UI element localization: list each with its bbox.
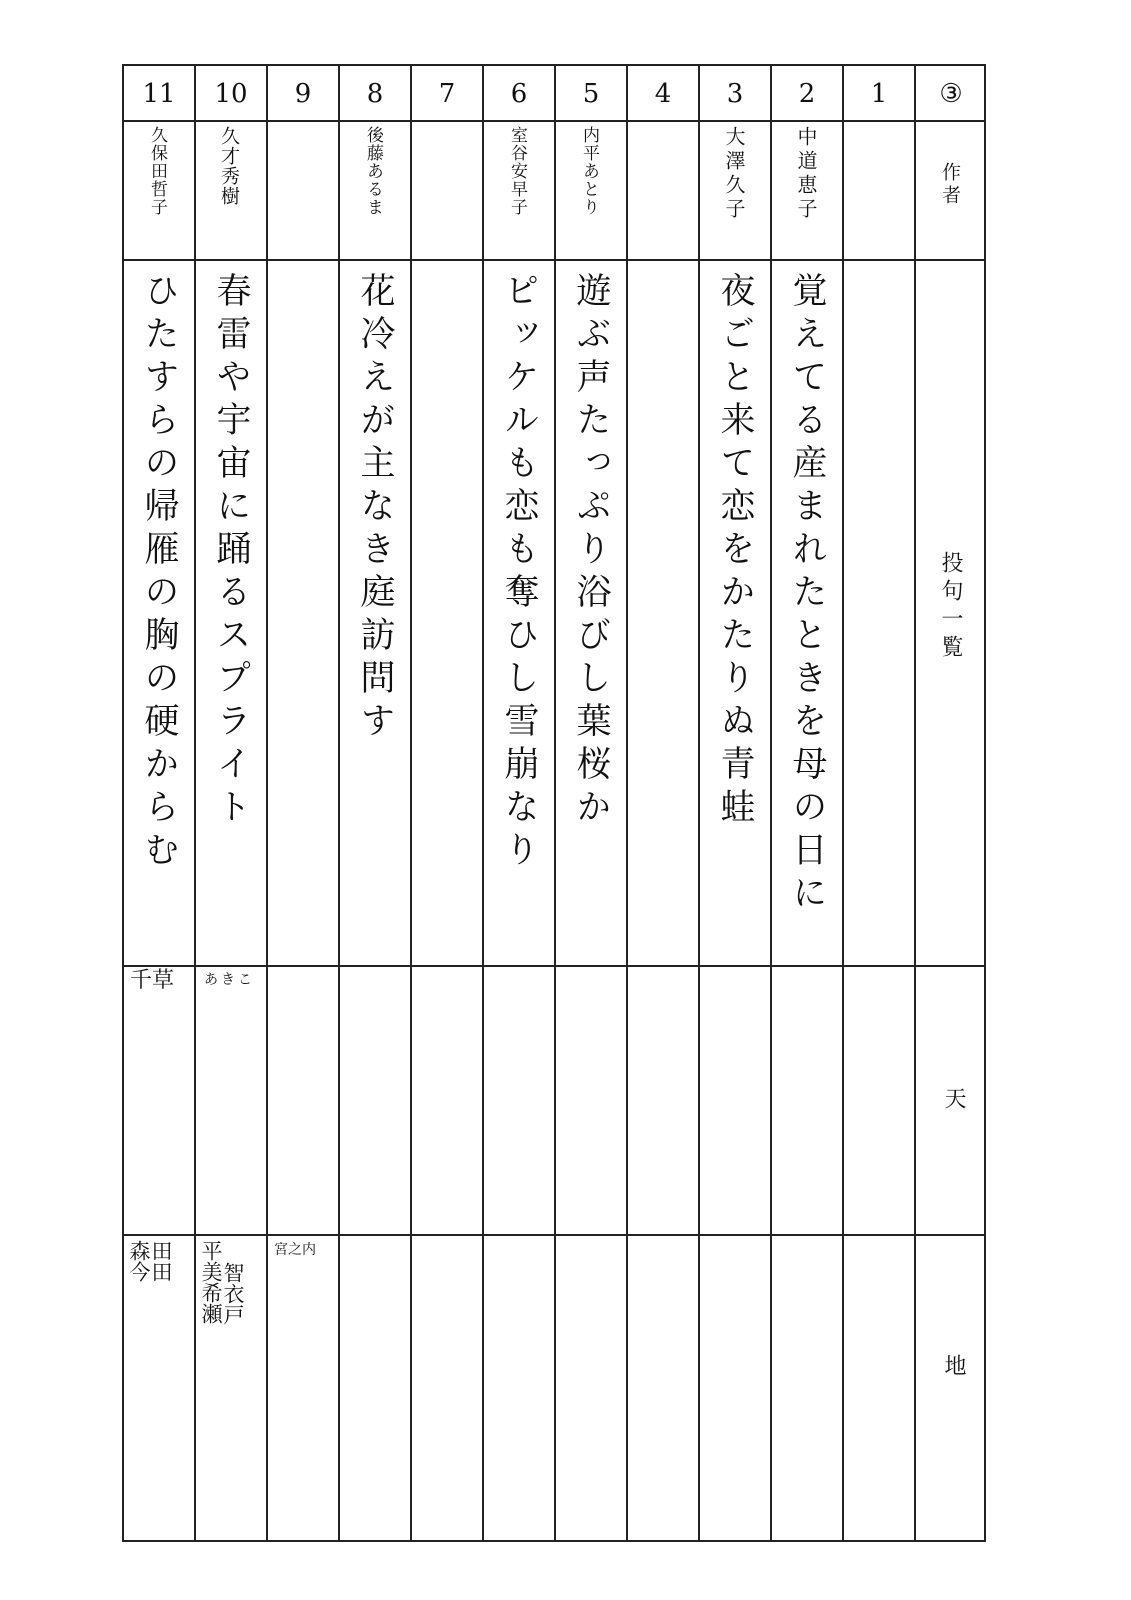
author-label: 作者 [939,162,961,208]
chi-vote: 宮之内 [274,1242,316,1258]
author-name: 内平あとり [579,126,599,216]
sheet-number: ③ [939,79,963,109]
haiku-text: 遊ぶ声たっぷり浴びし葉桜か [571,272,611,831]
author-name: 後藤あるま [363,126,383,216]
entry-number: 1 [870,79,888,109]
column-divider [914,66,916,1540]
entry-number: 6 [510,79,528,109]
entry-number: 2 [798,79,816,109]
row-divider [124,965,984,967]
chi-vote: 智衣戸 [221,1262,245,1325]
column-divider [842,66,844,1540]
column-divider [626,66,628,1540]
ten-vote: 千草 [130,968,175,993]
haiku-text: 春雷や宇宙に踊るスプライト [211,272,251,831]
column-divider [698,66,700,1540]
haiku-text: 花冷えが主なき庭訪問す [355,272,395,745]
chi-vote: 田田 [149,1240,173,1282]
column-divider [266,66,268,1540]
entry-number: 7 [438,79,456,109]
column-divider [338,66,340,1540]
entry-number: 11 [142,79,176,109]
ten-vote: あきこ [204,972,255,988]
entry-number: 8 [366,79,384,109]
row-divider [124,1234,984,1236]
haiku-text: ピッケルも恋も奪ひし雪崩なり [499,272,539,874]
row-divider [124,259,984,261]
author-name: 久才秀樹 [218,126,240,206]
author-name: 室谷安早子 [507,126,527,216]
column-divider [554,66,556,1540]
entry-number: 5 [582,79,600,109]
poem-list-label: 投句一覧 [938,551,963,663]
chi-vote: 森今 [127,1240,151,1282]
column-divider [482,66,484,1540]
haiku-text: ひたすらの帰雁の胸の硬からむ [139,272,179,874]
chi-label: 地 [941,1354,966,1382]
entry-number: 9 [294,79,312,109]
author-name: 久保田哲子 [147,126,167,216]
column-divider [194,66,196,1540]
haiku-text: 夜ごと来て恋をかたりぬ青蛙 [715,272,755,831]
entry-number: 4 [654,79,672,109]
entry-number: 10 [214,79,248,109]
author-name: 大澤久子 [722,126,746,222]
column-divider [410,66,412,1540]
author-name: 中道恵子 [794,126,818,222]
haiku-text: 覚えてる産まれたときを母の日に [787,272,827,917]
chi-vote: 平美希瀬 [199,1240,223,1324]
ten-label: 天 [941,1087,966,1115]
column-divider [770,66,772,1540]
haiku-sheet [122,64,986,1542]
entry-number: 3 [726,79,744,109]
